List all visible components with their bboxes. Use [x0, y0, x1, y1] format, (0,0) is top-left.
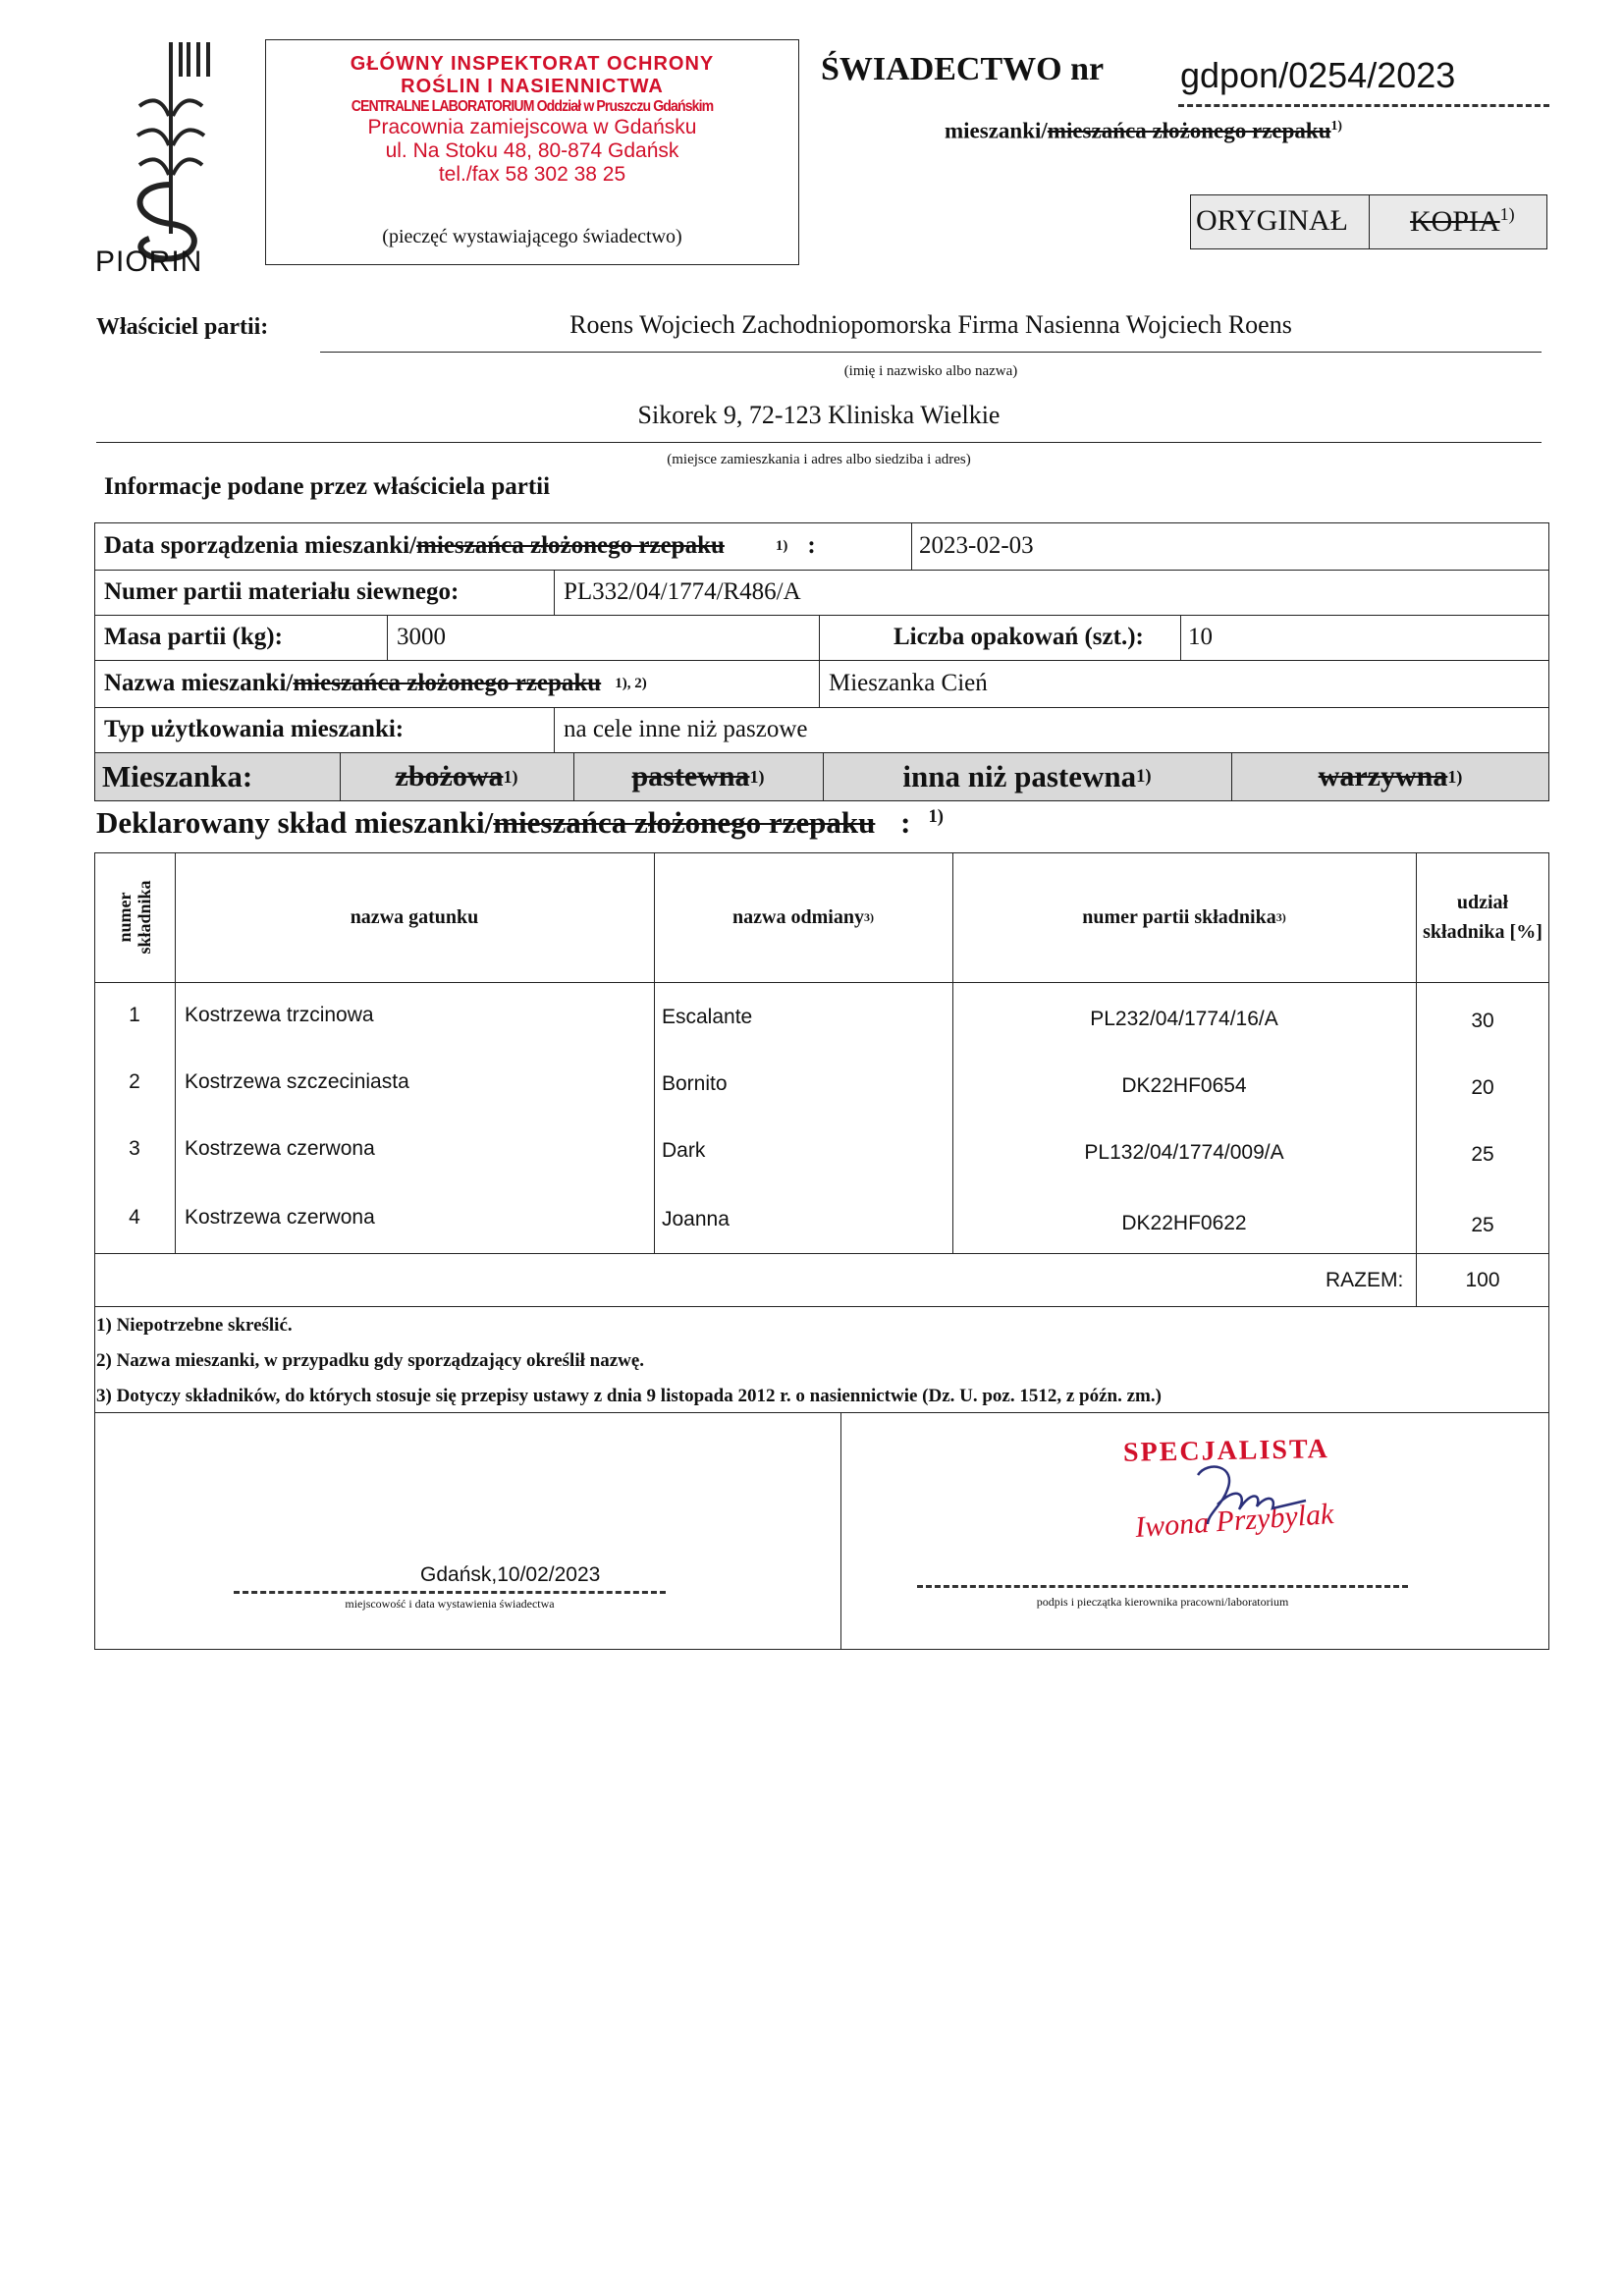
date-label: Data sporządzenia mieszanki/ mieszańca złożonego rzepaku 1) : — [104, 532, 816, 559]
owner-address: Sikorek 9, 72-123 Kliniska Wielkie — [637, 401, 1001, 429]
row-variety: Dark — [662, 1139, 706, 1162]
wheat-snake-icon — [90, 37, 238, 273]
use-value: na cele inne niż paszowe — [564, 716, 808, 742]
signature-divider — [840, 1412, 841, 1650]
row-variety: Escalante — [662, 1006, 753, 1028]
stamp-line-1: GŁÓWNY INSPEKTORAT OCHRONY — [350, 53, 715, 75]
info-use-divider — [554, 707, 555, 752]
col-header-share: udział składnika [%] — [1423, 892, 1543, 943]
footnote-2: 2) Nazwa mieszanki, w przypadku gdy sporządzający określił nazwę. — [96, 1350, 645, 1371]
row-share: 20 — [1471, 1076, 1494, 1099]
row-species: Kostrzewa trzcinowa — [185, 1004, 374, 1026]
col-header-number: numer składnika — [115, 880, 154, 955]
certificate-title: ŚWIADECTWO nr — [821, 51, 1105, 87]
use-label: Typ użytkowania mieszanki: — [104, 716, 405, 742]
original-label: ORYGINAŁ — [1196, 204, 1348, 237]
mix-label: Mieszanka: — [102, 759, 253, 793]
row-share: 25 — [1471, 1143, 1494, 1166]
date-value: 2023-02-03 — [919, 532, 1034, 559]
certificate-number-underline — [1178, 104, 1549, 107]
packages-label: Liczba opakowań (szt.): — [893, 624, 1144, 650]
place-date: Gdańsk,10/02/2023 — [420, 1563, 601, 1586]
place-date-line — [234, 1591, 666, 1594]
lot-value: PL332/04/1774/R486/A — [564, 578, 801, 605]
signature-caption: podpis i pieczątka kierownika pracowni/laboratorium — [1036, 1595, 1289, 1609]
row-lot: PL232/04/1774/16/A — [1090, 1008, 1278, 1030]
row-species: Kostrzewa czerwona — [185, 1137, 375, 1160]
info-row-line-2 — [94, 615, 1549, 616]
lot-label: Numer partii materiału siewnego: — [104, 578, 460, 605]
piorin-logo — [90, 37, 238, 293]
certificate-subtitle: mieszanki/mieszańca złożonego rzepaku$^{1)}$ — [945, 118, 1343, 143]
mass-value: 3000 — [397, 624, 446, 650]
mix-option-vegetable: warzywna 1) — [1318, 760, 1463, 793]
packages-value: 10 — [1188, 624, 1213, 650]
copy-label: KOPIA$^{1)}$ — [1410, 204, 1515, 238]
handwritten-signature — [1178, 1455, 1316, 1534]
row-species: Kostrzewa czerwona — [185, 1206, 375, 1229]
comp-header-line — [94, 982, 1549, 983]
row-species: Kostrzewa szczeciniasta — [185, 1070, 409, 1093]
info-mass-divider-2 — [819, 615, 820, 707]
owner-name-caption: (imię i nazwisko albo nazwa) — [843, 363, 1018, 379]
info-date-divider — [911, 522, 912, 570]
info-mass-divider-1 — [387, 615, 388, 660]
footnotes — [96, 1308, 1162, 1414]
info-lot-divider — [554, 570, 555, 615]
row-number: 2 — [129, 1070, 140, 1093]
logo-text: PIORIN — [95, 246, 203, 278]
row-lot: DK22HF0622 — [1121, 1212, 1247, 1234]
row-number: 4 — [129, 1206, 140, 1229]
owner-label: Właściciel partii: — [96, 314, 269, 340]
mix-name-value: Mieszanka Cień — [829, 670, 988, 696]
specialist-stamp-name: Iwona Przybylak — [1134, 1497, 1335, 1545]
row-share: 30 — [1471, 1010, 1494, 1032]
owner-name-line — [320, 352, 1542, 353]
row-variety: Bornito — [662, 1072, 728, 1095]
row-lot: PL132/04/1774/009/A — [1084, 1141, 1284, 1164]
row-number: 3 — [129, 1137, 140, 1160]
row-number: 1 — [129, 1004, 140, 1026]
mass-label: Masa partii (kg): — [104, 624, 283, 650]
col-header-lot: numer partii składnika 3) — [1082, 905, 1286, 928]
row-lot: DK22HF0654 — [1121, 1074, 1247, 1097]
row-share: 25 — [1471, 1214, 1494, 1236]
signature-line — [917, 1585, 1408, 1588]
mix-name-label: Nazwa mieszanki/ mieszańca złożonego rzepaku 1), 2) — [104, 670, 647, 696]
mix-option-fodder: pastewna 1) — [631, 760, 765, 793]
info-heading: Informacje podane przez właściciela partii — [104, 473, 551, 500]
total-label: RAZEM: — [1326, 1269, 1404, 1291]
mix-option-cereal: zbożowa 1) — [395, 760, 518, 793]
owner-name: Roens Wojciech Zachodniopomorska Firma Nasienna Wojciech Roens — [569, 310, 1292, 339]
composition-heading: Deklarowany skład mieszanki/mieszańca złożonego rzepaku : $^{1)}$ — [96, 805, 944, 840]
stamp-caption: (pieczęć wystawiającego świadectwo) — [382, 226, 682, 247]
mix-option-non-fodder: inna niż pastewna 1) — [902, 759, 1152, 793]
stamp-line-6: tel./fax 58 302 38 25 — [438, 163, 626, 186]
info-mass-divider-3 — [1180, 615, 1181, 660]
stamp-line-2: ROŚLIN I NASIENNICTWA — [401, 76, 664, 97]
total-value: 100 — [1465, 1269, 1500, 1291]
original-copy-divider — [1369, 194, 1370, 249]
footnote-1: 1) Niepotrzebne skreślić. — [96, 1315, 293, 1336]
owner-address-caption: (miejsce zamieszkania i adres albo siedziba i adres) — [667, 452, 971, 467]
owner-address-line — [96, 442, 1542, 443]
stamp-line-5: ul. Na Stoku 48, 80-874 Gdańsk — [385, 139, 679, 162]
certificate-number: gdpon/0254/2023 — [1180, 55, 1456, 95]
place-date-caption: miejscowość i data wystawienia świadectwa — [345, 1597, 555, 1611]
comp-total-line — [94, 1306, 1549, 1307]
comp-body-line — [94, 1253, 1549, 1254]
issuer-stamp — [270, 53, 794, 187]
footnote-3: 3) Dotyczy składników, do których stosuje się przepisy ustawy z dnia 9 listopada 2012 r. o nasiennictwie (Dz. U. poz. 1512, z późn. zm.) — [96, 1386, 1162, 1406]
stamp-line-4: Pracownia zamiejscowa w Gdańsku — [367, 116, 697, 138]
stamp-line-3: CENTRALNE LABORATORIUM Oddział w Pruszczu Gdańskim — [351, 98, 714, 115]
specialist-stamp-title: SPECJALISTA — [1122, 1434, 1330, 1468]
row-variety: Joanna — [662, 1208, 730, 1230]
col-header-species: nazwa gatunku — [350, 905, 479, 928]
col-header-variety: nazwa odmiany 3) — [732, 905, 874, 928]
